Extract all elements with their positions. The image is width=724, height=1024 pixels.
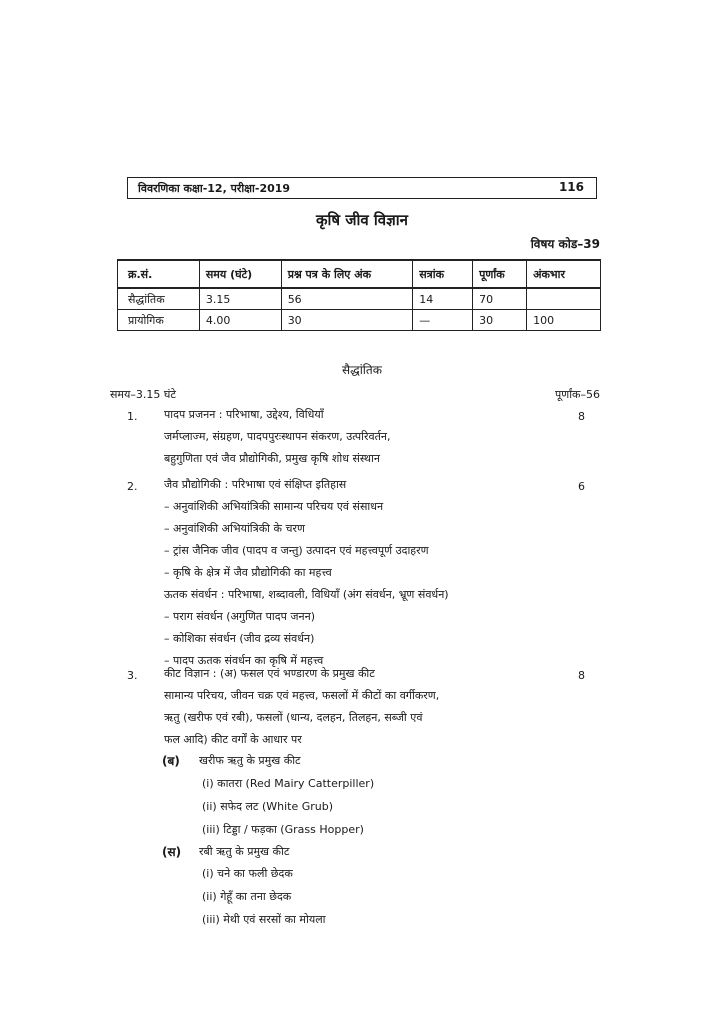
- table-header: पूर्णांक: [473, 260, 527, 288]
- pest-item: (ii) सफेद लट (White Grub): [202, 800, 334, 813]
- pest-item: (iii) टिड्डा / फड़का (Grass Hopper): [202, 823, 364, 836]
- table-cell: [527, 288, 601, 310]
- unit-line: फल आदि) कीट वर्गों के आधार पर: [164, 733, 302, 746]
- table-cell: 14: [413, 288, 473, 310]
- table-cell: 30: [281, 310, 413, 331]
- unit-line: – पादप ऊतक संवर्धन का कृषि में महत्त्व: [164, 654, 324, 667]
- marks-table: [117, 259, 601, 331]
- section-title: सैद्धांतिक: [342, 363, 382, 377]
- table-header: अंकभार: [527, 260, 601, 288]
- unit-line: जर्मप्लाज्म, संग्रहण, पादपपुरःस्थापन संकरण, उत्परिवर्तन,: [164, 430, 391, 443]
- table-cell: 4.00: [199, 310, 281, 331]
- unit-line: – अनुवांशिकी अभियांत्रिकी के चरण: [164, 522, 305, 535]
- subsection-title: रबी ऋतु के प्रमुख कीट: [199, 845, 290, 858]
- table-cell: 56: [281, 288, 413, 310]
- unit-line: बहुगुणिता एवं जैव प्रौद्योगिकी, प्रमुख कृषि शोध संस्थान: [164, 452, 380, 465]
- unit-marks: 8: [578, 410, 585, 423]
- total-marks: पूर्णांक–56: [555, 388, 600, 401]
- unit-number: 2.: [127, 480, 138, 493]
- table-header: समय (घंटे): [199, 260, 281, 288]
- pest-item: (i) चने का फली छेदक: [202, 867, 293, 880]
- table-cell: 100: [527, 310, 601, 331]
- table-row: [118, 310, 601, 331]
- subject-code: विषय कोड–39: [530, 237, 600, 251]
- unit-line: – कोशिका संवर्धन (जीव द्रव्य संवर्धन): [164, 632, 315, 645]
- unit-marks: 8: [578, 669, 585, 682]
- table-header-row: [118, 260, 601, 288]
- pest-item: (i) कातरा (Red Mairy Catterpiller): [202, 777, 375, 790]
- unit-marks: 6: [578, 480, 585, 493]
- unit-line: – अनुवांशिकी अभियांत्रिकी सामान्य परिचय एवं संसाधन: [164, 500, 384, 513]
- unit-number: 1.: [127, 410, 138, 423]
- table-header: सत्रांक: [413, 260, 473, 288]
- table-cell: सैद्धांतिक: [118, 288, 200, 310]
- unit-line: सामान्य परिचय, जीवन चक्र एवं महत्त्व, फसलों में कीटों का वर्गीकरण,: [164, 689, 440, 702]
- subsection-label: (ब): [162, 754, 180, 768]
- subsection-label: (स): [162, 845, 182, 859]
- page-title: कृषि जीव विज्ञान: [316, 211, 408, 229]
- unit-line: पादप प्रजनन : परिभाषा, उद्देश्य, विधियाँ: [164, 408, 324, 421]
- unit-line: ऊतक संवर्धन : परिभाषा, शब्दावली, विधियाँ (अंग संवर्धन, भ्रूण संवर्धन): [164, 588, 449, 601]
- table-row: [118, 288, 601, 310]
- unit-line: कीट विज्ञान : (अ) फसल एवं भण्डारण के प्रमुख कीट: [164, 667, 375, 680]
- unit-number: 3.: [127, 669, 138, 682]
- pest-item: (ii) गेहूँ का तना छेदक: [202, 890, 292, 903]
- unit-line: जैव प्रौद्योगिकी : परिभाषा एवं संक्षिप्त इतिहास: [164, 478, 347, 491]
- subsection-title: खरीफ ऋतु के प्रमुख कीट: [199, 754, 301, 767]
- table-header: क्र.सं.: [118, 260, 200, 288]
- unit-line: – कृषि के क्षेत्र में जैव प्रौद्योगिकी का महत्त्व: [164, 566, 332, 579]
- unit-line: – ट्रांस जैनिक जीव (पादप व जन्तु) उत्पादन एवं महत्त्वपूर्ण उदाहरण: [164, 544, 429, 557]
- table-cell: प्रायोगिक: [118, 310, 200, 331]
- exam-time: समय–3.15 घंटे: [110, 388, 176, 401]
- page-number: 116: [558, 180, 584, 194]
- page-header: [127, 177, 597, 199]
- table-cell: 3.15: [199, 288, 281, 310]
- header-text: विवरणिका कक्षा-12, परीक्षा-2019: [138, 182, 291, 195]
- unit-line: ऋतु (खरीफ एवं रबी), फसलों (धान्य, दलहन, तिलहन, सब्जी एवं: [164, 711, 423, 724]
- table-cell: —: [413, 310, 473, 331]
- table-cell: 70: [473, 288, 527, 310]
- pest-item: (iii) मेथी एवं सरसों का मोयला: [202, 913, 326, 926]
- table-header: प्रश्न पत्र के लिए अंक: [281, 260, 413, 288]
- table-cell: 30: [473, 310, 527, 331]
- unit-line: – पराग संवर्धन (अगुणित पादप जनन): [164, 610, 316, 623]
